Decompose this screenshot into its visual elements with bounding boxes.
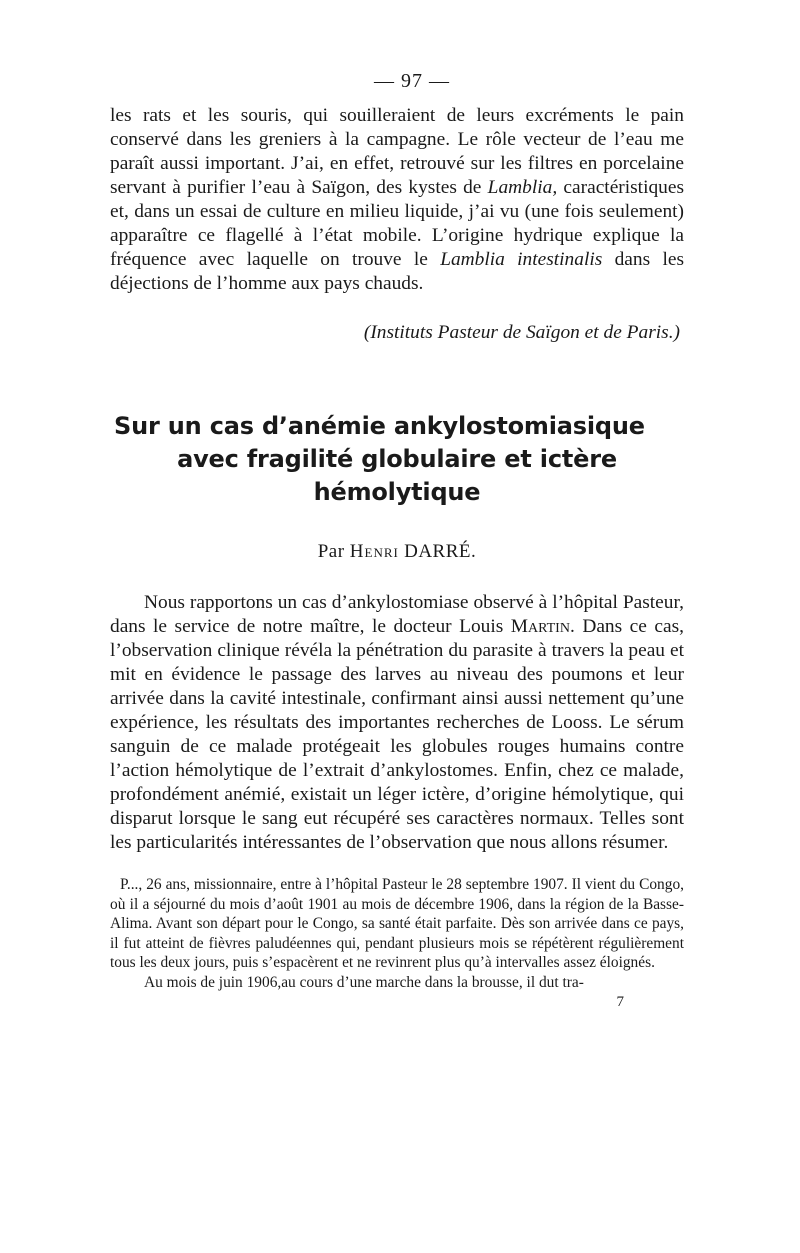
signature-mark: 7 [616,994,624,1010]
institution-signature: (Instituts Pasteur de Saïgon et de Paris.) [363,322,680,343]
author-prefix: Par [317,541,350,562]
case-report-paragraph-2: Au mois de juin 1906,au cours d’une marche dans la brousse, il dut tra- [144,973,584,991]
case-report-paragraph-1: P..., 26 ans, missionnaire, entre à l’hôpital Pasteur le 28 septembre 1907. Il vient du Congo, où il a séjourné du mois d’août 1901 au mois de décembre 1906, dans la région de la Basse-Alima. Avant son départ pour le Congo, sa santé était parfaite. Dès son arrivée dans ce pays, il fut atteint de fièvres paludéennes qui, pendant plusieurs mois se répétèrent régulièrement tous les deux jours, puis s’espacèrent et ne revinrent plus qu’à intervalles assez éloignés. [110,876,684,971]
small-caps-name: Martin [510,616,570,637]
case-report [110,875,684,992]
text-run: caractéristiques et, dans un essai de culture en milieu liquide, j’ai vu (une fois seulement) apparaître ce flagellé à l’état mobile. L’origine hydrique explique la fréquence avec laquelle on trouve le [110,177,685,270]
article-title-line-1: Sur un cas d’anémie ankylostomiasique [114,412,645,440]
article-author [110,541,684,563]
text-run: Nous rapportons un cas d’ankylostomiase observé à l’hôpital Pasteur, dans le service de notre maître, le docteur Louis [110,592,684,637]
article-title [110,410,684,509]
main-paragraph [110,591,684,855]
article-title-line-2: avec fragilité globulaire et ictère hémolytique [177,445,617,506]
text-run: dans les déjections de l’homme aux pays chauds. [110,249,685,294]
italic-genus-name: Lamblia, [487,177,558,198]
page-number: — 97 — [374,70,450,92]
italic-species-name: Lamblia intestinalis [440,249,603,270]
text-run: . Dans ce cas, l’observation clinique révéla la pénétration du parasite à travers la peau et mit en évidence le passage des larves au niveau des poumons et leur arrivée dans la cavité intestinale, confirmant ainsi aussi nettement qu’une expérience, les résultats des importantes recherches de Looss. Le sérum sanguin de ce malade protégeait les globules rouges humains contre l’action hémolytique de l’extrait d’ankylostomes. Enfin, chez ce malade, profondément anémié, existait un léger ictère, d’origine hémolytique, qui disparut lorsque le sang eut récupéré ses caractères normaux. Telles sont les particularités intéressantes de l’observation que nous allons résumer. [110,616,684,853]
text-run: les rats et les souris, qui souilleraient de leurs excréments le pain conservé dans les greniers à la campagne. Le rôle vecteur de l’eau me paraît aussi important. J’ai, en effet, retrouvé sur les filtres en porcelaine servant à purifier l’eau à Saïgon, des kystes de [110,105,684,198]
author-first-name: Henri [349,541,399,562]
top-paragraph [110,104,684,296]
author-last-name: DARRÉ. [398,541,477,562]
page [110,70,684,1011]
